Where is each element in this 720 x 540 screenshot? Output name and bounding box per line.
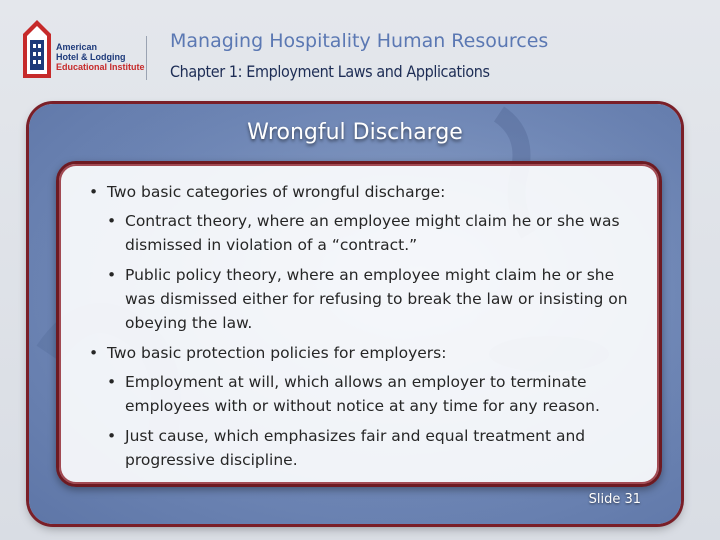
bullet-item (89, 180, 649, 204)
bullet-item (89, 341, 649, 365)
slide-number: Slide 31 (588, 492, 641, 507)
logo-line-3: Educational Institute (56, 62, 145, 72)
bullet-list (89, 180, 649, 478)
logo-line-1: American (56, 42, 98, 52)
logo-wordmark (56, 42, 145, 72)
sub-bullet-text: • Contract theory, where an employee might claim he or she was dismissed in violation of a “contract.” (125, 212, 620, 254)
bullet-text: Two basic protection policies for employers: (107, 344, 447, 362)
sub-bullet-item (89, 370, 649, 418)
sub-bullet-text: • Just cause, which emphasizes fair and equal treatment and progressive discipline. (125, 427, 586, 469)
sub-bullet-text: • Employment at will, which allows an employer to terminate employees with or without notice at any time for any reason. (125, 373, 600, 415)
course-title: Managing Hospitality Human Resources (170, 30, 549, 52)
chapter-subtitle: Chapter 1: Employment Laws and Applications (170, 62, 490, 81)
sub-bullet-item (89, 263, 649, 335)
content-frame (29, 104, 681, 524)
sub-bullet-item (89, 424, 649, 472)
header-divider (146, 36, 147, 80)
slide-heading: Wrongful Discharge (247, 120, 463, 145)
logo-line-2: Hotel & Lodging (56, 52, 126, 62)
hotel-building-icon (22, 18, 52, 84)
ahlei-logo (22, 18, 145, 84)
sub-bullet-text: • Public policy theory, where an employee might claim he or she was dismissed either for refusing to break the law or insisting on obeying the law. (125, 266, 628, 332)
bullet-text: Two basic categories of wrongful discharge: (107, 183, 446, 201)
content-box (56, 161, 662, 487)
sub-bullet-item (89, 209, 649, 257)
